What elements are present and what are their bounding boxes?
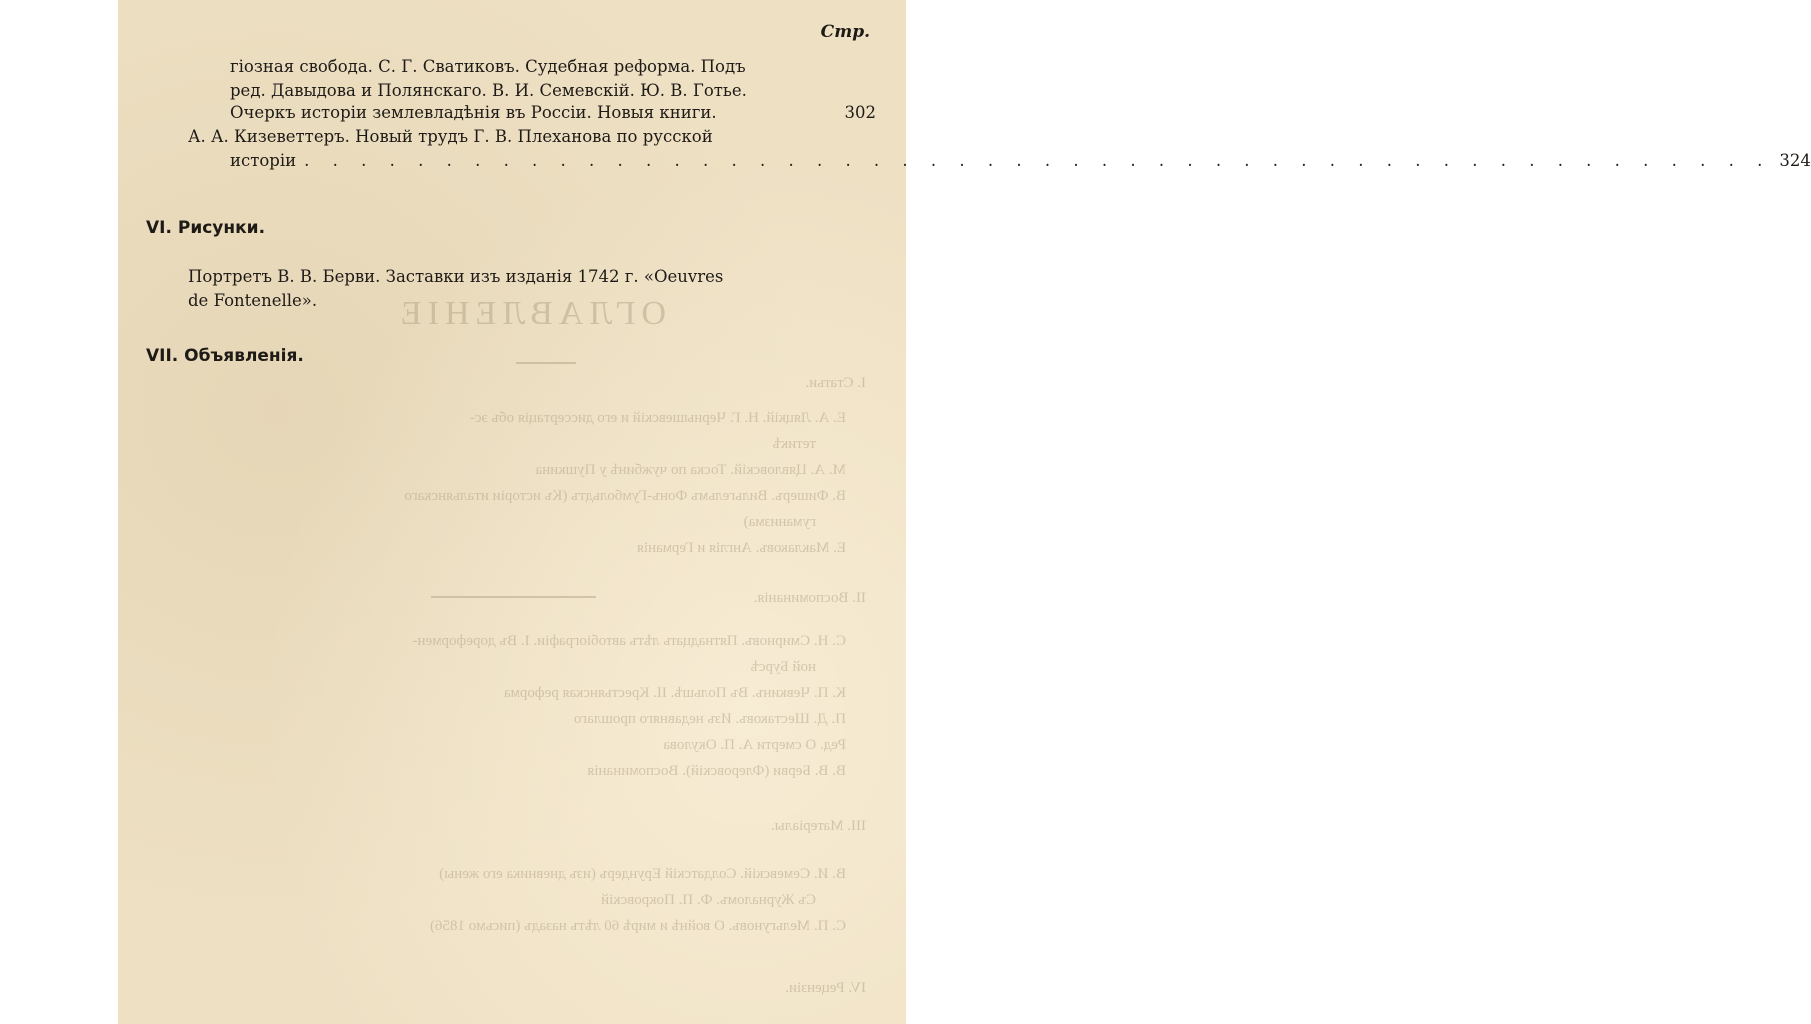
ghost-line: I. Статьи. xyxy=(805,375,866,391)
ghost-line: гуманизма) xyxy=(743,514,816,530)
ghost-line: К. П. Чевкинъ. Въ Польшѣ. II. Крестьянская реформа xyxy=(503,685,846,701)
toc-entry-with-page xyxy=(230,102,876,124)
ghost-rule xyxy=(431,596,596,598)
toc-page-number: 324 xyxy=(1779,151,1811,170)
toc-entry-with-page xyxy=(230,150,1811,172)
toc-entry-line: ред. Давыдова и Полянскаго. В. И. Семевскій. Ю. В. Готье. xyxy=(230,81,747,100)
ghost-line: М. А. Цявловскій. Тоска по чужбинѣ у Пушкина xyxy=(535,462,846,478)
section-vi-text: Портретъ В. В. Берви. Заставки изъ изданія 1742 г. «Oeuvres xyxy=(188,267,724,286)
ghost-line: III. Матеріалы. xyxy=(770,818,866,834)
ghost-line: С. П. Мельгуновъ. О войнѣ и мирѣ 60 лѣтъ назадъ (письмо 1856) xyxy=(430,918,846,934)
ghost-line: тетикѣ xyxy=(772,436,816,452)
ghost-line: Съ Журналомъ. Ф. П. Покровскій xyxy=(601,892,816,908)
ghost-rule xyxy=(516,362,576,364)
ghost-line: В. И. Семевскій. Солдатскій Ерундеръ (изъ дневника его жены) xyxy=(439,866,846,882)
ghost-line: С. Н. Смирновъ. Пятнадцать лѣтъ автобіографіи. I. Въ дореформен- xyxy=(412,633,846,649)
dot-leader: . . . . . . . . . . . . . . . . . . . . . . . . . . . . . . . . . . . . . . . . . . . . . . . . . . . . xyxy=(304,151,1772,170)
ghost-line: В. Фишеръ. Вильгельмъ Фонъ-Гумбольдтъ (Къ исторіи итальянскаго xyxy=(404,488,846,504)
section-vi-text: de Fontenelle». xyxy=(188,291,318,310)
section-heading-vi: VI. Рисунки. xyxy=(146,218,266,238)
book-page xyxy=(118,0,1811,1024)
ghost-line: П. Д. Шестаковъ. Изъ недавняго прошлаго xyxy=(573,711,846,727)
ghost-line: ной Бурсѣ xyxy=(750,659,816,675)
ghost-title: ОГЛАВЛЕНІЕ xyxy=(394,295,666,332)
toc-entry-line: гіозная свобода. С. Г. Сватиковъ. Судебная реформа. Подъ xyxy=(230,57,746,76)
ghost-line: IV. Рецензіи. xyxy=(785,980,866,996)
ghost-line: Е. Маклаковъ. Англія и Германія xyxy=(636,540,846,556)
toc-entry-line: А. А. Кизеветтеръ. Новый трудъ Г. В. Плеханова по русской xyxy=(188,127,713,146)
toc-entry-text: Очеркъ исторіи землевладѣнія въ Россіи. Новыя книги. xyxy=(230,103,717,122)
ghost-line: В. В. Берви (Флеровскій). Воспоминанія xyxy=(587,763,846,779)
ghost-line: Е. А. Ляцкій. Н. Г. Чернышевскій и его диссертація объ эс- xyxy=(469,410,846,426)
section-heading-vii: VII. Объявленія. xyxy=(146,346,304,366)
page-column-header: Стр. xyxy=(820,22,870,42)
ghost-line: Ред. О смерти А. П. Окулова xyxy=(663,737,846,753)
toc-entry-text: исторіи xyxy=(230,151,297,170)
toc-page-number: 302 xyxy=(844,103,876,122)
ghost-line: II. Воспоминанія. xyxy=(753,590,866,606)
